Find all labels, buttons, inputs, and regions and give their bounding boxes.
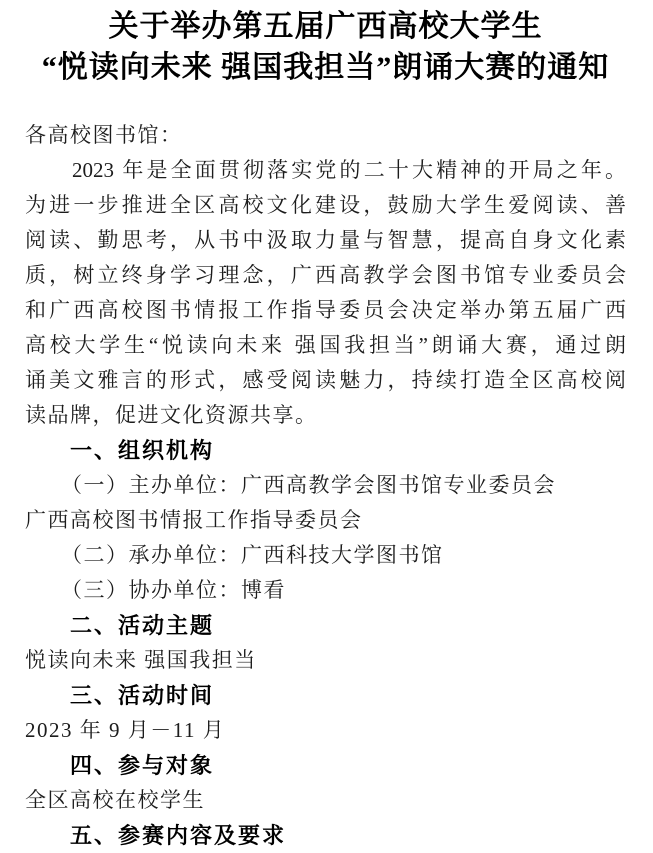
document-body xyxy=(25,118,626,853)
section-heading: 四、参与对象 xyxy=(70,753,215,778)
section-heading: 三、活动时间 xyxy=(70,683,215,708)
body-line: 诵美文雅言的形式，感受阅读魅力，持续打造全区高校阅 xyxy=(25,368,626,392)
body-line: 悦读向未来 强国我担当 xyxy=(25,648,257,672)
body-line: （三）协办单位：博看 xyxy=(61,578,286,602)
section-heading: 二、活动主题 xyxy=(70,613,215,638)
body-line: 高校大学生“悦读向未来 强国我担当”朗诵大赛，通过朗 xyxy=(25,333,626,357)
body-line: 2023 年是全面贯彻落实党的二十大精神的开局之年。 xyxy=(72,158,626,182)
document-title xyxy=(25,6,626,88)
section-heading: 一、组织机构 xyxy=(70,438,215,463)
body-line: 各高校图书馆： xyxy=(25,123,183,147)
body-line: （二）承办单位：广西科技大学图书馆 xyxy=(61,543,444,567)
body-line: 和广西高校图书情报工作指导委员会决定举办第五届广西 xyxy=(25,298,626,322)
section-heading: 五、参赛内容及要求 xyxy=(70,823,287,848)
body-line: 2023 年 9 月－11 月 xyxy=(25,718,226,742)
body-line: 质，树立终身学习理念，广西高教学会图书馆专业委员会 xyxy=(25,263,626,287)
document-title-line-1: 关于举办第五届广西高校大学生 xyxy=(108,10,543,43)
body-line: 广西高校图书情报工作指导委员会 xyxy=(25,508,363,532)
body-line: 读品牌，促进文化资源共享。 xyxy=(25,403,318,427)
body-line: 阅读、勤思考，从书中汲取力量与智慧，提高自身文化素 xyxy=(25,228,626,252)
body-line: （一）主办单位：广西高教学会图书馆专业委员会 xyxy=(61,473,556,497)
document-title-line-2: “悦读向未来 强国我担当”朗诵大赛的通知 xyxy=(41,51,610,84)
body-line: 全区高校在校学生 xyxy=(25,788,205,812)
body-line: 为进一步推进全区高校文化建设，鼓励大学生爱阅读、善 xyxy=(25,193,626,217)
